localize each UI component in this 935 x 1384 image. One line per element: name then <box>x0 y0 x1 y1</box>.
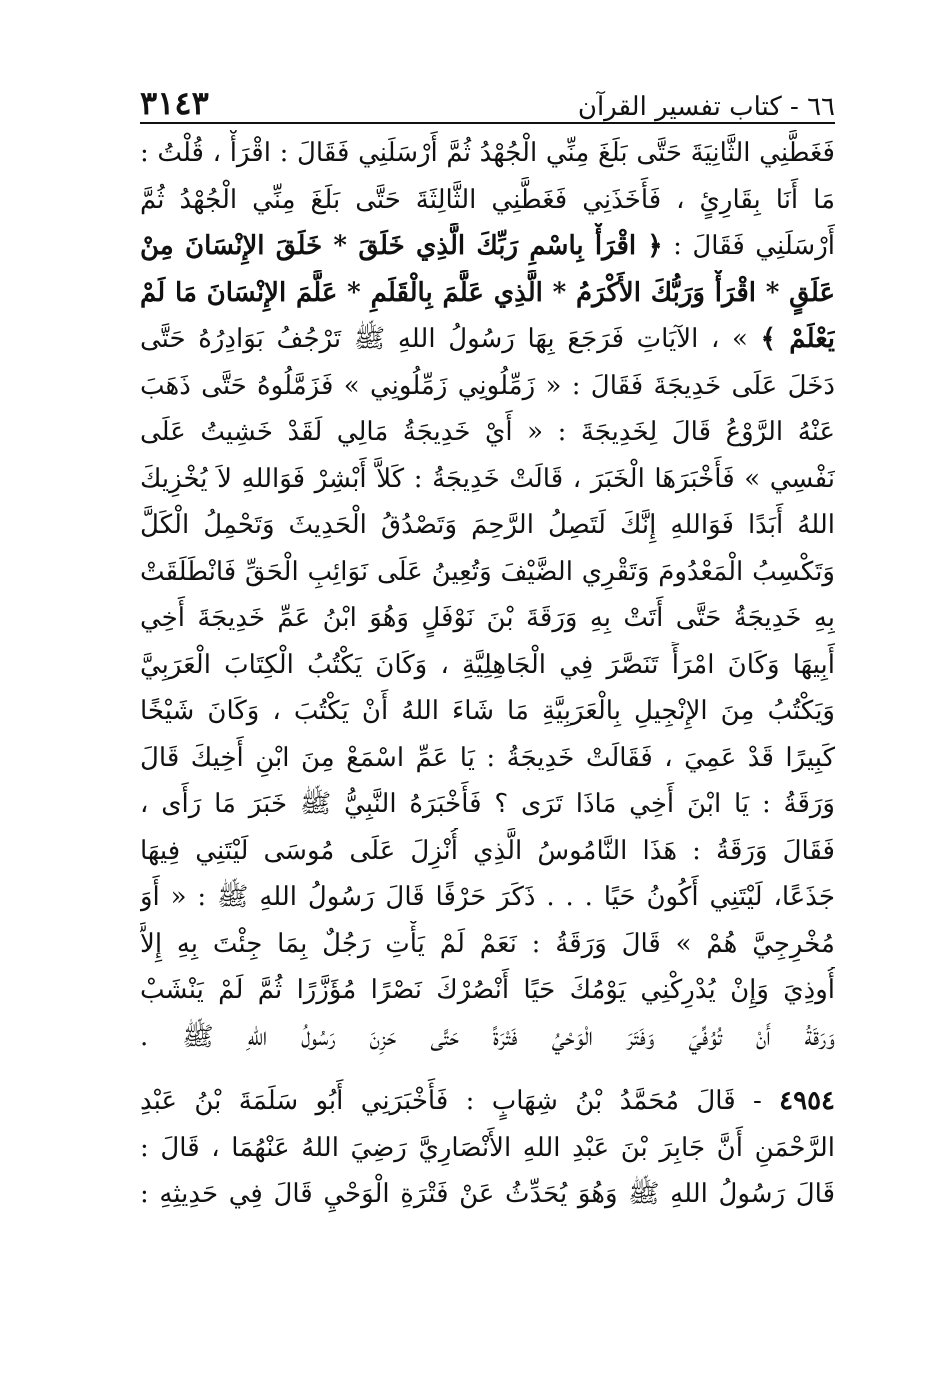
quran-verse-text: يَعْلَمْ ﴾ <box>760 324 835 354</box>
text-line <box>140 130 835 177</box>
text-line <box>140 967 835 1014</box>
hadith-line: قَالَ رَسُولُ اللهِ ﷺ وَهُوَ يُحَدِّثُ عَنْ فَتْرَةِ الْوَحْيِ قَالَ فِي حَدِيثِهِ : <box>140 1179 835 1209</box>
text-line <box>140 502 835 549</box>
header-rule <box>140 122 835 124</box>
text-line <box>140 642 835 689</box>
text-line <box>140 781 835 828</box>
text-line <box>140 409 835 456</box>
hadith-block <box>140 1078 835 1218</box>
line-text: أُوذِيَ وَإِنْ يُدْرِكْنِي يَوْمُكَ حَيًا أَنْصُرْكَ نَصْرًا مُؤَزَّرًا ثُمَّ لَمْ يَنْشَبْ <box>140 975 835 1005</box>
line-text: وَيَكْتُبُ مِنَ الإِنْجِيلِ بِالْعَرَبِيَّةِ مَا شَاءَ اللهُ أَنْ يَكْتُبَ ، وَكَانَ شَيْخًا <box>140 696 835 726</box>
text-line <box>140 688 835 735</box>
line-text: عَنْهُ الرَّوْعُ قَالَ لِخَدِيجَةَ : « أَيْ خَدِيجَةُ مَالِي لَقَدْ خَشِيتُ عَلَى <box>140 417 835 447</box>
line-text: اللهُ أَبَدًا فَوَاللهِ إِنَّكَ لَتَصِلُ الرَّحِمَ وَتَصْدُقُ الْحَدِيثَ وَتَحْمِلُ الْكَلَّ <box>140 510 835 540</box>
hadith-number: ٤٩٥٤ <box>779 1086 835 1116</box>
line-text: دَخَلَ عَلَى خَدِيجَةَ فَقَالَ : « زَمِّلُونِي زَمِّلُونِي » فَزَمَّلُوهُ حَتَّى ذَهَبَ <box>140 370 835 401</box>
line-text: مُخْرِجِيَّ هُمْ » قَالَ وَرَقَةُ : نَعَمْ لَمْ يَأْتِ رَجُلٌ بِمَا جِئْتَ بِهِ إِلاَّ <box>140 928 835 959</box>
text-line <box>140 270 835 317</box>
body-text <box>140 130 835 1218</box>
hadith-line: الرَّحْمَنِ أَنَّ جَابِرَ بْنَ عَبْدِ اللهِ الأَنْصَارِيَّ رَضِيَ اللهُ عَنْهُمَا ، قَالَ : <box>140 1132 835 1163</box>
line-text: أَبِيهَا وَكَانَ امْرَأً تَنَصَّرَ فِي الْجَاهِلِيَّةِ ، وَكَانَ يَكْتُبُ الْكِتَابَ الْعَرَبِيَّ <box>140 649 835 680</box>
paragraph-gap <box>140 1060 835 1078</box>
line-text: فَقَالَ وَرَقَةُ : هَذَا النَّامُوسُ الَّذِي أُنْزِلَ عَلَى مُوسَى لَيْتَنِي فِيهَا <box>140 835 835 866</box>
hadith-line: - قَالَ مُحَمَّدُ بْنُ شِهَابٍ : فَأَخْبَرَنِي أَبُو سَلَمَةَ بْنُ عَبْدِ <box>140 1086 762 1116</box>
text-line <box>140 921 835 968</box>
line-text: نَفْسِي » فَأَخْبَرَهَا الْخَبَرَ ، قَالَتْ خَدِيجَةُ : كَلاَّ أَبْشِرْ فَوَاللهِ لاَ يُخْزِيكَ <box>140 463 835 494</box>
line-text: أَرْسَلَنِي فَقَالَ : <box>662 231 835 261</box>
text-line <box>140 1014 835 1061</box>
line-text: » ، الآيَاتِ فَرَجَعَ بِهَا رَسُولُ اللهِ ﷺ تَرْجُفُ بَوَادِرُهُ حَتَّى <box>140 324 761 354</box>
hadith-first-line <box>140 1078 835 1125</box>
line-text: فَغَطَّنِي الثَّانِيَةَ حَتَّى بَلَغَ مِنِّي الْجُهْدُ ثُمَّ أَرْسَلَنِي فَقَالَ : اقْرَأْ ، قُلْتُ : <box>140 138 835 168</box>
text-line <box>140 595 835 642</box>
text-line <box>140 874 835 921</box>
line-text: بِهِ خَدِيجَةُ حَتَّى أَتَتْ بِهِ وَرَقَةَ بْنَ نَوْفَلٍ وَهُوَ ابْنُ عَمِّ خَدِيجَةَ أَخِي <box>140 603 835 633</box>
line-text: وَرَقَةُ : يَا ابْنَ أَخِي مَاذَا تَرَى ؟ فَأَخْبَرَهُ النَّبِيُّ ﷺ خَبَرَ مَا رَأَى ، <box>140 789 835 819</box>
quran-verse-text: عَلَقٍ * اقْرَأْ وَرَبُّكَ الأَكْرَمُ * الَّذِي عَلَّمَ بِالْقَلَمِ * عَلَّمَ الإِنْسَانَ مَا لَمْ <box>140 277 835 308</box>
text-line <box>140 549 835 596</box>
line-text: وَرَقَةُ أَنْ تُوُفِّيَ وَفَتَرَ الْوَحْيُ فَتْرَةً حَتَّى حَزِنَ رَسُولُ اللهِ ﷺ . <box>140 1021 835 1052</box>
running-title: ٦٦ - كتاب تفسير القرآن <box>577 92 835 122</box>
line-text: كَبِيرًا قَدْ عَمِيَ ، فَقَالَتْ خَدِيجَةُ : يَا عَمِّ اسْمَعْ مِنَ ابْنِ أَخِيكَ قَالَ <box>140 742 835 773</box>
text-line <box>140 828 835 875</box>
text-line <box>140 363 835 410</box>
paragraph-continuation <box>140 130 835 1060</box>
line-text: وَتَكْسِبُ الْمَعْدُومَ وَتَقْرِي الضَّيْفَ وَتُعِينُ عَلَى نَوَائِبِ الْحَقِّ فَانْطَلَقَتْ <box>140 556 835 587</box>
text-line <box>140 456 835 503</box>
line-text: مَا أَنَا بِقَارِئٍ ، فَأَخَذَنِي فَغَطَّنِي الثَّالِثَةَ حَتَّى بَلَغَ مِنِّي الْجُهْدُ ثُمَّ <box>140 184 835 215</box>
line-text: جَذَعًا، لَيْتَنِي أَكُونُ حَيًا . . . ذَكَرَ حَرْفًا قَالَ رَسُولُ اللهِ ﷺ : « أَوَ <box>140 882 835 912</box>
page-number: ٣١٤٣ <box>140 84 209 122</box>
quran-verse-text: ﴿ اقْرَأْ بِاسْمِ رَبِّكَ الَّذِي خَلَقَ * خَلَقَ الإِنْسَانَ مِنْ <box>140 231 663 261</box>
page-header <box>140 70 835 122</box>
text-line <box>140 177 835 224</box>
text-line <box>140 735 835 782</box>
text-line <box>140 316 835 363</box>
text-line <box>140 223 835 270</box>
